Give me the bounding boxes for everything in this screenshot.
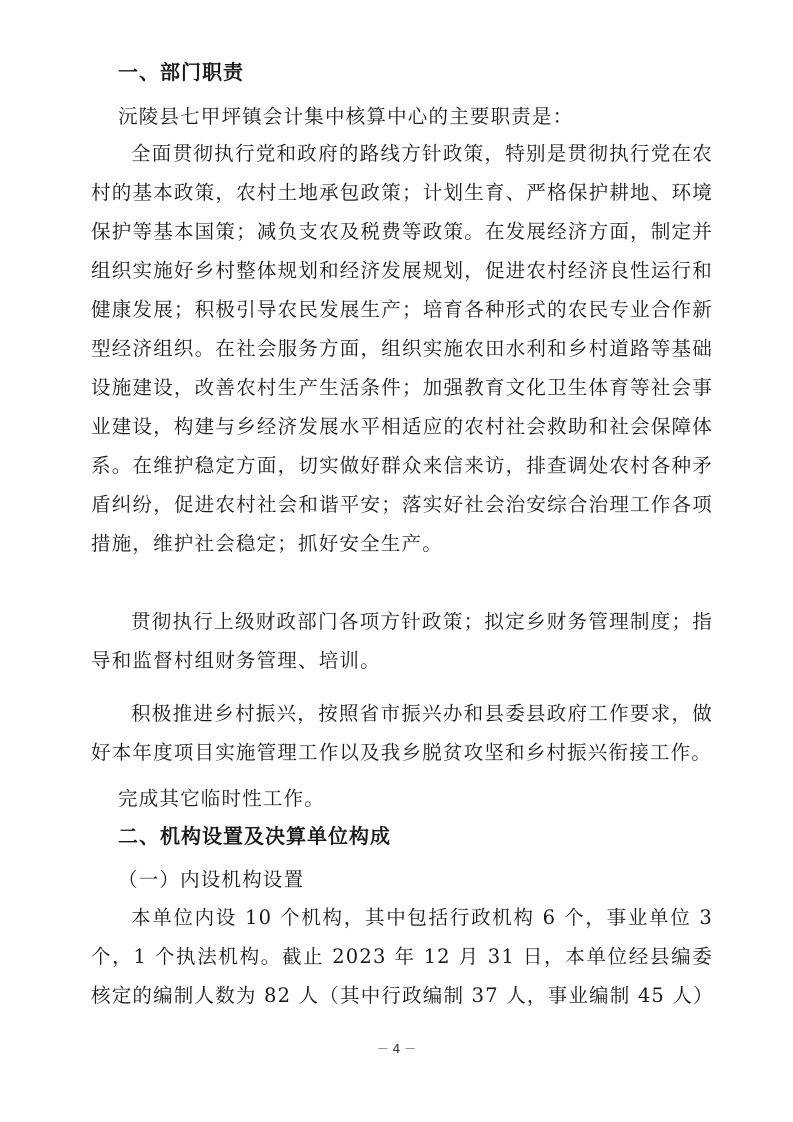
duty-paragraph-1: 全面贯彻执行党和政府的路线方针政策，特别是贯彻执行党在农村的基本政策，农村土地承包政策；计划生育、严格保护耕地、环境保护等基本国策；减负支农及税费等政策。在发展经济方面，制定并组织实施好乡村整体规划和经济发展规划，促进农村经济良性运行和健康发展；积极引导农民发展生产；培育各种形式的农民专业合作新型经济组织。在社会服务方面，组织实施农田水利和乡村道路等基础设施建设，改善农村生产生活条件；加强教育文化卫生体育等社会事业建设，构建与乡经济发展水平相适应的农村社会救助和社会保障体系。在维护稳定方面，切实做好群众来信来访，排查调处农村各种矛盾纠纷，促进农村社会和谐平安；落实好社会治安综合治理工作各项措施，维护社会稳定；抓好安全生产。	[91, 142, 713, 555]
section-2-heading: 二、机构设置及决算单位构成	[118, 824, 391, 848]
page-number: － 4 －	[376, 1042, 417, 1056]
section-1-intro: 沅陵县七甲坪镇会计集中核算中心的主要职责是：	[118, 105, 574, 128]
duty-paragraph-3: 积极推进乡村振兴，按照省市振兴办和县委县政府工作要求，做好本年度项目实施管理工作以及我乡脱贫攻坚和乡村振兴衔接工作。	[91, 702, 713, 764]
duty-paragraph-4: 完成其它临时性工作。	[118, 787, 326, 810]
subsection-1-heading: （一）内设机构设置	[118, 868, 305, 891]
org-structure-paragraph: 本单位内设 10 个机构，其中包括行政机构 6 个，事业单位 3 个，1 个执法机构。截止 2023 年 12 月 31 日，本单位经县编委核定的编制人数为 82 人（其中行政编制 37 人，事业编制 45 人）	[91, 906, 714, 1007]
duty-paragraph-2: 贯彻执行上级财政部门各项方针政策；拟定乡财务管理制度；指导和监督村组财务管理、培训。	[91, 610, 713, 672]
section-1-heading: 一、部门职责	[118, 60, 244, 84]
